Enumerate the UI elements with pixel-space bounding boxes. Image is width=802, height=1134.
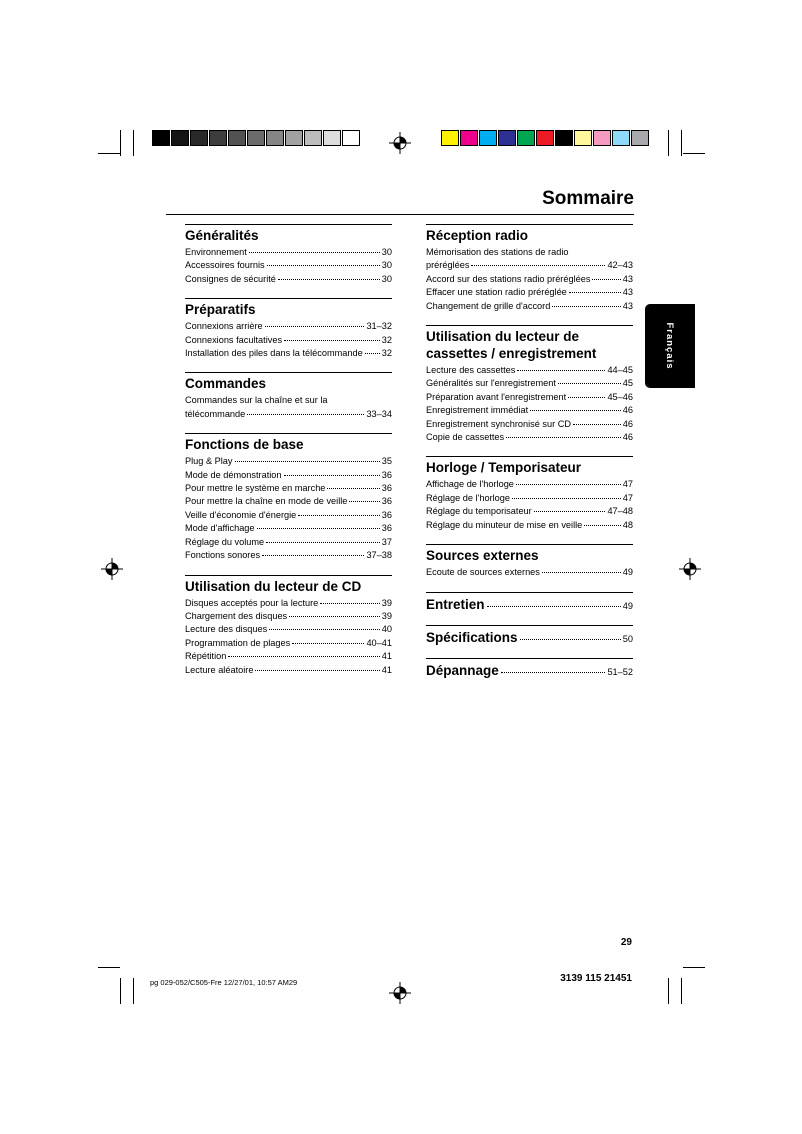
toc-section bbox=[426, 658, 633, 681]
registration-mark-icon bbox=[101, 558, 123, 580]
toc-entry-page: 43 bbox=[622, 273, 633, 284]
color-swatch bbox=[190, 130, 208, 146]
language-tab-label: Français bbox=[664, 322, 676, 370]
toc-entry-label: Préparation avant l'enregistrement bbox=[426, 391, 567, 402]
leader-dots bbox=[292, 643, 364, 644]
toc-main-entry bbox=[426, 628, 633, 648]
color-swatch bbox=[304, 130, 322, 146]
toc-entry-page: 33–34 bbox=[366, 408, 392, 419]
toc-entry-page: 48 bbox=[622, 519, 633, 530]
color-swatch bbox=[171, 130, 189, 146]
leader-dots bbox=[284, 475, 380, 476]
toc-entry bbox=[185, 522, 392, 535]
color-swatch bbox=[285, 130, 303, 146]
toc-entry-label: Accessoires fournis bbox=[185, 260, 265, 271]
section-title: Préparatifs bbox=[185, 302, 256, 318]
color-swatch bbox=[209, 130, 227, 146]
leader-dots bbox=[471, 265, 605, 266]
section-title: Fonctions de base bbox=[185, 437, 304, 453]
toc-entry-page: 39 bbox=[381, 597, 392, 608]
color-swatch bbox=[247, 130, 265, 146]
toc-entry-page: 43 bbox=[622, 287, 633, 298]
toc-entry-label: Spécifications bbox=[426, 629, 518, 645]
leader-dots bbox=[552, 306, 620, 307]
color-swatch bbox=[323, 130, 341, 146]
toc-entry bbox=[185, 650, 392, 663]
color-swatch bbox=[498, 130, 516, 146]
toc-entry-page: 36 bbox=[381, 469, 392, 480]
toc-left-column bbox=[185, 224, 392, 689]
color-swatch bbox=[441, 130, 459, 146]
toc-entry-label: Enregistrement synchronisé sur CD bbox=[426, 418, 572, 429]
toc-entry-label: Consignes de sécurité bbox=[185, 273, 276, 284]
toc-entry-label: Réglage de l'horloge bbox=[426, 492, 510, 503]
toc-entry-label: Effacer une station radio préréglée bbox=[426, 287, 567, 298]
leader-dots bbox=[349, 501, 379, 502]
toc-entry-page: 37 bbox=[381, 536, 392, 547]
registration-mark-icon bbox=[679, 558, 701, 580]
toc-entry-page: 30 bbox=[381, 260, 392, 271]
toc-entry bbox=[185, 334, 392, 347]
leader-dots bbox=[266, 542, 380, 543]
toc-entry-page: 46 bbox=[622, 418, 633, 429]
toc-entry-page: 30 bbox=[381, 247, 392, 257]
toc-entry-label: Lecture aléatoire bbox=[185, 664, 254, 675]
leader-dots bbox=[512, 498, 621, 499]
toc-entry-label: Enregistrement immédiat bbox=[426, 405, 529, 416]
toc-section bbox=[426, 544, 633, 579]
toc-section bbox=[426, 456, 633, 532]
toc-entry-page: 39 bbox=[381, 610, 392, 621]
color-swatch bbox=[342, 130, 360, 146]
color-swatch bbox=[517, 130, 535, 146]
toc-entry bbox=[185, 610, 392, 623]
toc-entry bbox=[426, 505, 633, 518]
toc-entry-label: Changement de grille d'accord bbox=[426, 300, 551, 311]
toc-entry-label: Réglage du minuteur de mise en veille bbox=[426, 519, 583, 530]
registration-mark-icon bbox=[389, 982, 411, 1004]
page-title: Sommaire bbox=[542, 188, 634, 209]
toc-entry-label: Copie de cassettes bbox=[426, 432, 505, 443]
toc-entry bbox=[185, 469, 392, 482]
toc-entry bbox=[426, 300, 633, 313]
toc-entry-page: 41 bbox=[381, 664, 392, 675]
color-swatch bbox=[593, 130, 611, 146]
toc-entry bbox=[185, 637, 392, 650]
toc-entry bbox=[426, 273, 633, 286]
toc-entry-label: Environnement bbox=[185, 247, 247, 257]
toc-entry-label: Dépannage bbox=[426, 662, 499, 678]
toc-entry-label: Installation des piles dans la télécommande bbox=[185, 348, 363, 359]
leader-dots bbox=[568, 397, 605, 398]
section-title: Horloge / Temporisateur bbox=[426, 460, 582, 476]
toc-entry-page: 46 bbox=[622, 432, 633, 443]
toc-entry-label: Programmation de plages bbox=[185, 637, 291, 648]
toc-entry-page: 36 bbox=[381, 496, 392, 507]
leader-dots bbox=[320, 603, 379, 604]
toc-entry-label: Accord sur des stations radio préréglées bbox=[426, 273, 591, 284]
leader-dots bbox=[558, 383, 621, 384]
leader-dots bbox=[284, 340, 380, 341]
color-swatch bbox=[631, 130, 649, 146]
toc-section bbox=[185, 372, 392, 421]
toc-entry-page: 51–52 bbox=[607, 666, 633, 677]
toc-entry-page: 31–32 bbox=[366, 321, 392, 332]
toc-entry bbox=[185, 259, 392, 272]
toc-entry-label: Répétition bbox=[185, 651, 227, 662]
language-tab bbox=[645, 304, 695, 388]
toc-entry bbox=[426, 418, 633, 431]
toc-entry bbox=[185, 536, 392, 549]
leader-dots bbox=[542, 572, 621, 573]
toc-entry bbox=[185, 273, 392, 286]
leader-dots bbox=[247, 414, 364, 415]
toc-entry-page: 40–41 bbox=[366, 637, 392, 648]
toc-right-column bbox=[426, 224, 633, 691]
leader-dots bbox=[516, 484, 621, 485]
leader-dots bbox=[584, 525, 620, 526]
toc-entry-label: Entretien bbox=[426, 596, 485, 612]
toc-section bbox=[426, 625, 633, 648]
toc-entry-label: Réglage du temporisateur bbox=[426, 506, 532, 517]
toc-entry-page: 47 bbox=[622, 479, 633, 490]
toc-entry-page: 45 bbox=[622, 378, 633, 389]
toc-entry-page: 41 bbox=[381, 651, 392, 662]
leader-dots bbox=[327, 488, 379, 489]
toc-entry-page: 36 bbox=[381, 483, 392, 494]
toc-entry-page: 36 bbox=[381, 509, 392, 520]
toc-entry-page: 43 bbox=[622, 300, 633, 311]
toc-main-entry bbox=[426, 661, 633, 681]
leader-dots bbox=[534, 511, 606, 512]
toc-section bbox=[426, 325, 633, 444]
toc-entry bbox=[185, 597, 392, 610]
toc-entry-page: 32 bbox=[381, 348, 392, 359]
toc-entry-label: Connexions arrière bbox=[185, 321, 263, 332]
leader-dots bbox=[501, 672, 606, 673]
toc-entry bbox=[185, 623, 392, 636]
toc-section bbox=[426, 592, 633, 615]
toc-entry bbox=[426, 566, 633, 579]
toc-entry-page: 49 bbox=[622, 567, 633, 578]
toc-entry-page: 40 bbox=[381, 624, 392, 635]
toc-entry-line: Commandes sur la chaîne et sur la bbox=[185, 395, 328, 406]
leader-dots bbox=[517, 370, 605, 371]
toc-entry-page: 47–48 bbox=[607, 506, 633, 517]
color-swatch bbox=[479, 130, 497, 146]
leader-dots bbox=[269, 629, 380, 630]
page-number: 29 bbox=[620, 937, 632, 948]
toc-entry bbox=[426, 286, 633, 299]
toc-entry-label: Ecoute de sources externes bbox=[426, 567, 540, 578]
toc-entry bbox=[185, 495, 392, 508]
toc-section bbox=[185, 433, 392, 562]
file-info: pg 029-052/C505-Fre 12/27/01, 10:57 AM29 bbox=[150, 978, 298, 987]
toc-entry-label: Mode de démonstration bbox=[185, 469, 282, 480]
toc-entry bbox=[185, 455, 392, 468]
toc-entry bbox=[185, 549, 392, 562]
toc-entry-page: 46 bbox=[622, 405, 633, 416]
toc-entry bbox=[185, 320, 392, 333]
toc-entry bbox=[185, 347, 392, 360]
toc-entry-page: 30 bbox=[381, 273, 392, 284]
leader-dots bbox=[265, 326, 365, 327]
toc-section bbox=[185, 224, 392, 286]
leader-dots bbox=[228, 656, 379, 657]
leader-dots bbox=[289, 616, 380, 617]
toc-entry bbox=[426, 404, 633, 417]
toc-entry bbox=[426, 478, 633, 491]
header-rule bbox=[166, 214, 634, 215]
registration-mark-icon bbox=[389, 132, 411, 154]
toc-entry-label: Généralités sur l'enregistrement bbox=[426, 378, 556, 389]
leader-dots bbox=[573, 424, 621, 425]
leader-dots bbox=[298, 515, 379, 516]
toc-section bbox=[185, 298, 392, 360]
toc-entry-page: 45–46 bbox=[607, 391, 633, 402]
toc-entry bbox=[185, 408, 392, 421]
section-title: Utilisation du lecteur de cassettes / enregistrement bbox=[426, 329, 597, 362]
toc-entry-page: 49 bbox=[622, 600, 633, 611]
toc-entry bbox=[426, 519, 633, 532]
toc-entry-label: télécommande bbox=[185, 408, 246, 419]
toc-entry-label: Pour mettre la chaîne en mode de veille bbox=[185, 496, 348, 507]
section-title: Généralités bbox=[185, 228, 259, 243]
toc-entry-page: 42–43 bbox=[607, 260, 633, 271]
toc-section bbox=[426, 224, 633, 313]
toc-entry-label: Lecture des disques bbox=[185, 624, 268, 635]
toc-entry bbox=[426, 377, 633, 390]
toc-entry-label: Connexions facultatives bbox=[185, 334, 283, 345]
toc-entry-label: Mode d'affichage bbox=[185, 523, 255, 534]
toc-entry-label: Affichage de l'horloge bbox=[426, 479, 514, 490]
section-title: Commandes bbox=[185, 376, 267, 392]
toc-entry bbox=[185, 246, 392, 259]
toc-entry bbox=[185, 664, 392, 677]
toc-entry-page: 50 bbox=[622, 633, 633, 644]
leader-dots bbox=[530, 410, 621, 411]
toc-entry bbox=[426, 259, 633, 272]
color-swatch bbox=[266, 130, 284, 146]
toc-entry-label: Chargement des disques bbox=[185, 610, 288, 621]
color-swatch bbox=[555, 130, 573, 146]
toc-entry-page: 36 bbox=[381, 523, 392, 534]
toc-entry bbox=[426, 364, 633, 377]
leader-dots bbox=[569, 292, 621, 293]
section-title: Utilisation du lecteur de CD bbox=[185, 578, 362, 594]
toc-entry bbox=[426, 492, 633, 505]
color-swatch bbox=[574, 130, 592, 146]
color-swatch bbox=[228, 130, 246, 146]
toc-entry-line: Mémorisation des stations de radio bbox=[426, 247, 569, 257]
toc-entry bbox=[426, 431, 633, 444]
leader-dots bbox=[278, 279, 380, 280]
color-swatch bbox=[536, 130, 554, 146]
leader-dots bbox=[506, 437, 621, 438]
leader-dots bbox=[267, 265, 380, 266]
toc-section bbox=[185, 575, 392, 677]
leader-dots bbox=[257, 528, 380, 529]
doc-code: 3139 115 21451 bbox=[560, 973, 632, 984]
toc-entry-label: Pour mettre le système en marche bbox=[185, 483, 326, 494]
leader-dots bbox=[255, 670, 379, 671]
toc-entry-label: Lecture des cassettes bbox=[426, 365, 516, 376]
leader-dots bbox=[520, 639, 621, 640]
toc-entry bbox=[185, 509, 392, 522]
section-title: Réception radio bbox=[426, 228, 529, 243]
toc-entry bbox=[426, 391, 633, 404]
leader-dots bbox=[592, 279, 620, 280]
leader-dots bbox=[365, 353, 380, 354]
toc-entry-label: Réglage du volume bbox=[185, 536, 265, 547]
leader-dots bbox=[249, 252, 380, 253]
toc-entry-label: Veille d'économie d'énergie bbox=[185, 509, 297, 520]
toc-entry-page: 47 bbox=[622, 492, 633, 503]
toc-entry-label: préréglées bbox=[426, 260, 470, 271]
toc-entry-label: Plug & Play bbox=[185, 456, 233, 467]
toc-main-entry bbox=[426, 595, 633, 615]
leader-dots bbox=[487, 606, 621, 607]
color-swatch bbox=[460, 130, 478, 146]
leader-dots bbox=[262, 555, 364, 556]
color-swatch bbox=[612, 130, 630, 146]
color-swatch bbox=[152, 130, 170, 146]
toc-entry-page: 44–45 bbox=[607, 365, 633, 376]
toc-entry-page: 32 bbox=[381, 334, 392, 345]
toc-entry-label: Disques acceptés pour la lecture bbox=[185, 597, 319, 608]
toc-entry bbox=[185, 482, 392, 495]
toc-entry-page: 35 bbox=[381, 456, 392, 467]
leader-dots bbox=[235, 461, 380, 462]
toc-entry-label: Fonctions sonores bbox=[185, 550, 261, 561]
section-title: Sources externes bbox=[426, 548, 539, 564]
toc-entry-page: 37–38 bbox=[366, 550, 392, 561]
